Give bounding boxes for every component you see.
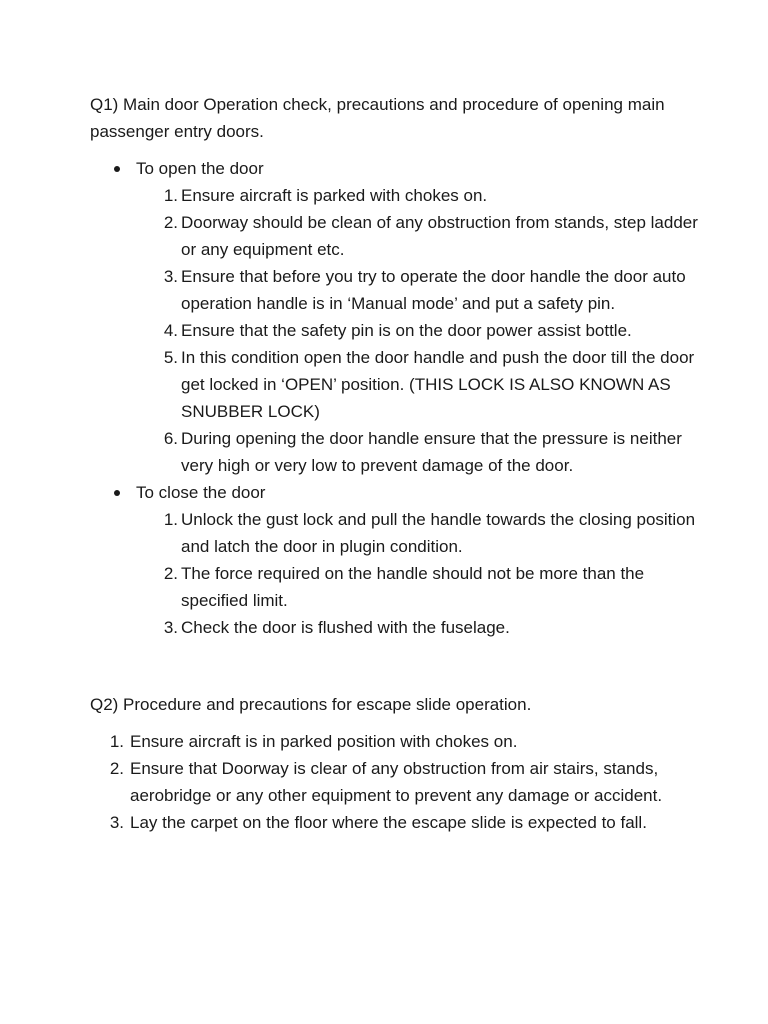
list-item (90, 809, 700, 836)
list-item (136, 344, 700, 425)
step-text: Ensure that the safety pin is on the door power assist bottle. (181, 321, 632, 340)
question-1-sections (90, 155, 700, 641)
section-title: To open the door (136, 159, 264, 178)
step-number: 1. (109, 732, 124, 751)
step-number: 2. (163, 213, 178, 232)
step-number: 2. (109, 759, 124, 778)
list-item (136, 182, 700, 209)
step-number: 4. (163, 321, 178, 340)
step-text: Ensure that Doorway is clear of any obstruction from air stairs, stands, aerobridge or any other equipment to prevent any damage or accident. (130, 759, 663, 805)
list-item (136, 506, 700, 560)
list-item (90, 755, 700, 809)
step-number: 5. (163, 348, 178, 367)
bullet-icon (114, 166, 120, 172)
list-item (136, 560, 700, 614)
step-number: 6. (163, 429, 178, 448)
list-item (136, 317, 700, 344)
section-title: To close the door (136, 483, 266, 502)
question-2-heading: Q2) Procedure and precautions for escape slide operation. (90, 695, 532, 714)
escape-slide-steps (90, 728, 700, 836)
step-number: 3. (109, 813, 124, 832)
step-text: Check the door is flushed with the fuselage. (181, 618, 510, 637)
step-text: In this condition open the door handle and push the door till the door get locked in ‘OPEN’ position. (THIS LOCK IS ALSO KNOWN AS SNUBBER LOCK) (181, 348, 695, 421)
step-text: Ensure that before you try to operate the door handle the door auto operation handle is in ‘Manual mode’ and put a safety pin. (181, 267, 686, 313)
step-text: Ensure aircraft is parked with chokes on. (181, 186, 488, 205)
step-text: Unlock the gust lock and pull the handle towards the closing position and latch the door in plugin condition. (181, 510, 696, 556)
step-number: 1. (163, 510, 178, 529)
step-number: 1. (163, 186, 178, 205)
list-item (136, 614, 700, 641)
step-number: 2. (163, 564, 178, 583)
list-item (136, 263, 700, 317)
open-door-steps (136, 182, 700, 479)
step-text: During opening the door handle ensure that the pressure is neither very high or very low to prevent damage of the door. (181, 429, 682, 475)
section-close-door (90, 479, 700, 641)
bullet-icon (114, 490, 120, 496)
list-item (90, 728, 700, 755)
list-item (136, 425, 700, 479)
step-text: Doorway should be clean of any obstruction from stands, step ladder or any equipment etc. (181, 213, 698, 259)
list-item (136, 209, 700, 263)
step-text: Ensure aircraft is in parked position with chokes on. (130, 732, 518, 751)
close-door-steps (136, 506, 700, 641)
step-text: Lay the carpet on the floor where the escape slide is expected to fall. (130, 813, 647, 832)
step-number: 3. (163, 267, 178, 286)
document-page (90, 91, 700, 836)
step-number: 3. (163, 618, 178, 637)
question-1-heading: Q1) Main door Operation check, precautions and procedure of opening main passenger entry doors. (90, 95, 665, 141)
step-text: The force required on the handle should not be more than the specified limit. (181, 564, 645, 610)
section-open-door (90, 155, 700, 479)
